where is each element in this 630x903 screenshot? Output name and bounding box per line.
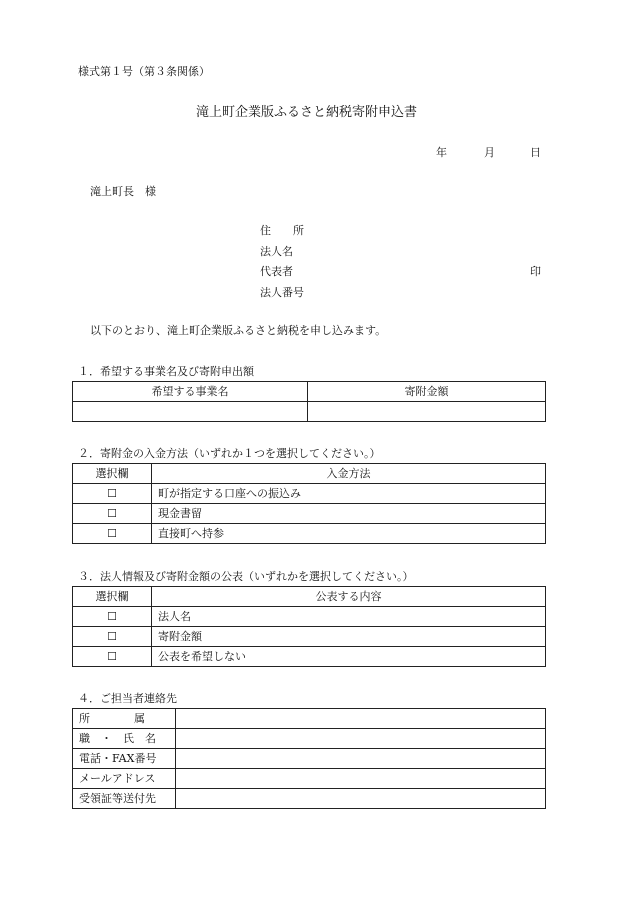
project-name-field[interactable]	[73, 402, 308, 422]
contact-table	[72, 708, 546, 809]
select-column-header: 選択欄	[73, 464, 152, 484]
date-day: 日	[530, 146, 541, 159]
contact-label: 職 ・ 氏 名	[73, 729, 176, 749]
publication-content-header: 公表する内容	[152, 587, 546, 607]
option-label: 公表を希望しない	[152, 647, 546, 667]
option-label: 寄附金額	[152, 627, 546, 647]
payment-method-header: 入金方法	[152, 464, 546, 484]
checkbox-bring-directly[interactable]: ☐	[73, 524, 152, 544]
title-name-field[interactable]	[176, 729, 546, 749]
publication-table	[72, 586, 546, 667]
representative-label: 代表者	[260, 265, 293, 278]
contact-label: 所 属	[73, 709, 176, 729]
section4-heading: ４．ご担当者連絡先	[78, 692, 177, 705]
table-row	[73, 627, 546, 647]
section1-heading: １．希望する事業名及び寄附申出額	[78, 365, 254, 378]
payment-method-table	[72, 463, 546, 544]
intro-text: 以下のとおり、滝上町企業版ふるさと納税を申し込みます。	[90, 324, 387, 337]
table-row	[73, 789, 546, 809]
corp-number-label: 法人番号	[260, 286, 304, 299]
checkbox-corp-name[interactable]: ☐	[73, 607, 152, 627]
section3-heading: ３．法人情報及び寄附金額の公表（いずれかを選択してください。）	[78, 570, 414, 583]
table-row	[73, 647, 546, 667]
table-row	[73, 709, 546, 729]
option-label: 直接町へ持参	[152, 524, 546, 544]
donation-table	[72, 381, 546, 422]
contact-label: メールアドレス	[73, 769, 176, 789]
table-row	[73, 524, 546, 544]
table-row	[73, 607, 546, 627]
contact-label: 電話・FAX番号	[73, 749, 176, 769]
project-name-header: 希望する事業名	[73, 382, 308, 402]
table-row	[73, 769, 546, 789]
section2-heading: ２．寄附金の入金方法（いずれか１つを選択してください。）	[78, 447, 381, 460]
donation-amount-field[interactable]	[308, 402, 546, 422]
receipt-address-field[interactable]	[176, 789, 546, 809]
table-row	[73, 729, 546, 749]
date-month: 月	[484, 146, 495, 159]
option-label: 現金書留	[152, 504, 546, 524]
seal-mark: 印	[530, 265, 541, 278]
corp-name-label: 法人名	[260, 245, 293, 258]
table-row	[73, 749, 546, 769]
select-column-header: 選択欄	[73, 587, 152, 607]
department-field[interactable]	[176, 709, 546, 729]
form-number: 様式第１号（第３条関係）	[78, 65, 210, 78]
email-field[interactable]	[176, 769, 546, 789]
option-label: 町が指定する口座への振込み	[152, 484, 546, 504]
checkbox-donation-amount[interactable]: ☐	[73, 627, 152, 647]
option-label: 法人名	[152, 607, 546, 627]
checkbox-no-publication[interactable]: ☐	[73, 647, 152, 667]
page-title: 滝上町企業版ふるさと納税寄附申込書	[196, 105, 418, 120]
checkbox-bank-transfer[interactable]: ☐	[73, 484, 152, 504]
table-row	[73, 484, 546, 504]
table-row	[73, 504, 546, 524]
address-label: 住 所	[260, 224, 304, 237]
donation-amount-header: 寄附金額	[308, 382, 546, 402]
addressee: 滝上町長 様	[90, 185, 156, 198]
contact-label: 受領証等送付先	[73, 789, 176, 809]
checkbox-registered-mail[interactable]: ☐	[73, 504, 152, 524]
phone-fax-field[interactable]	[176, 749, 546, 769]
date-year: 年	[436, 146, 447, 159]
